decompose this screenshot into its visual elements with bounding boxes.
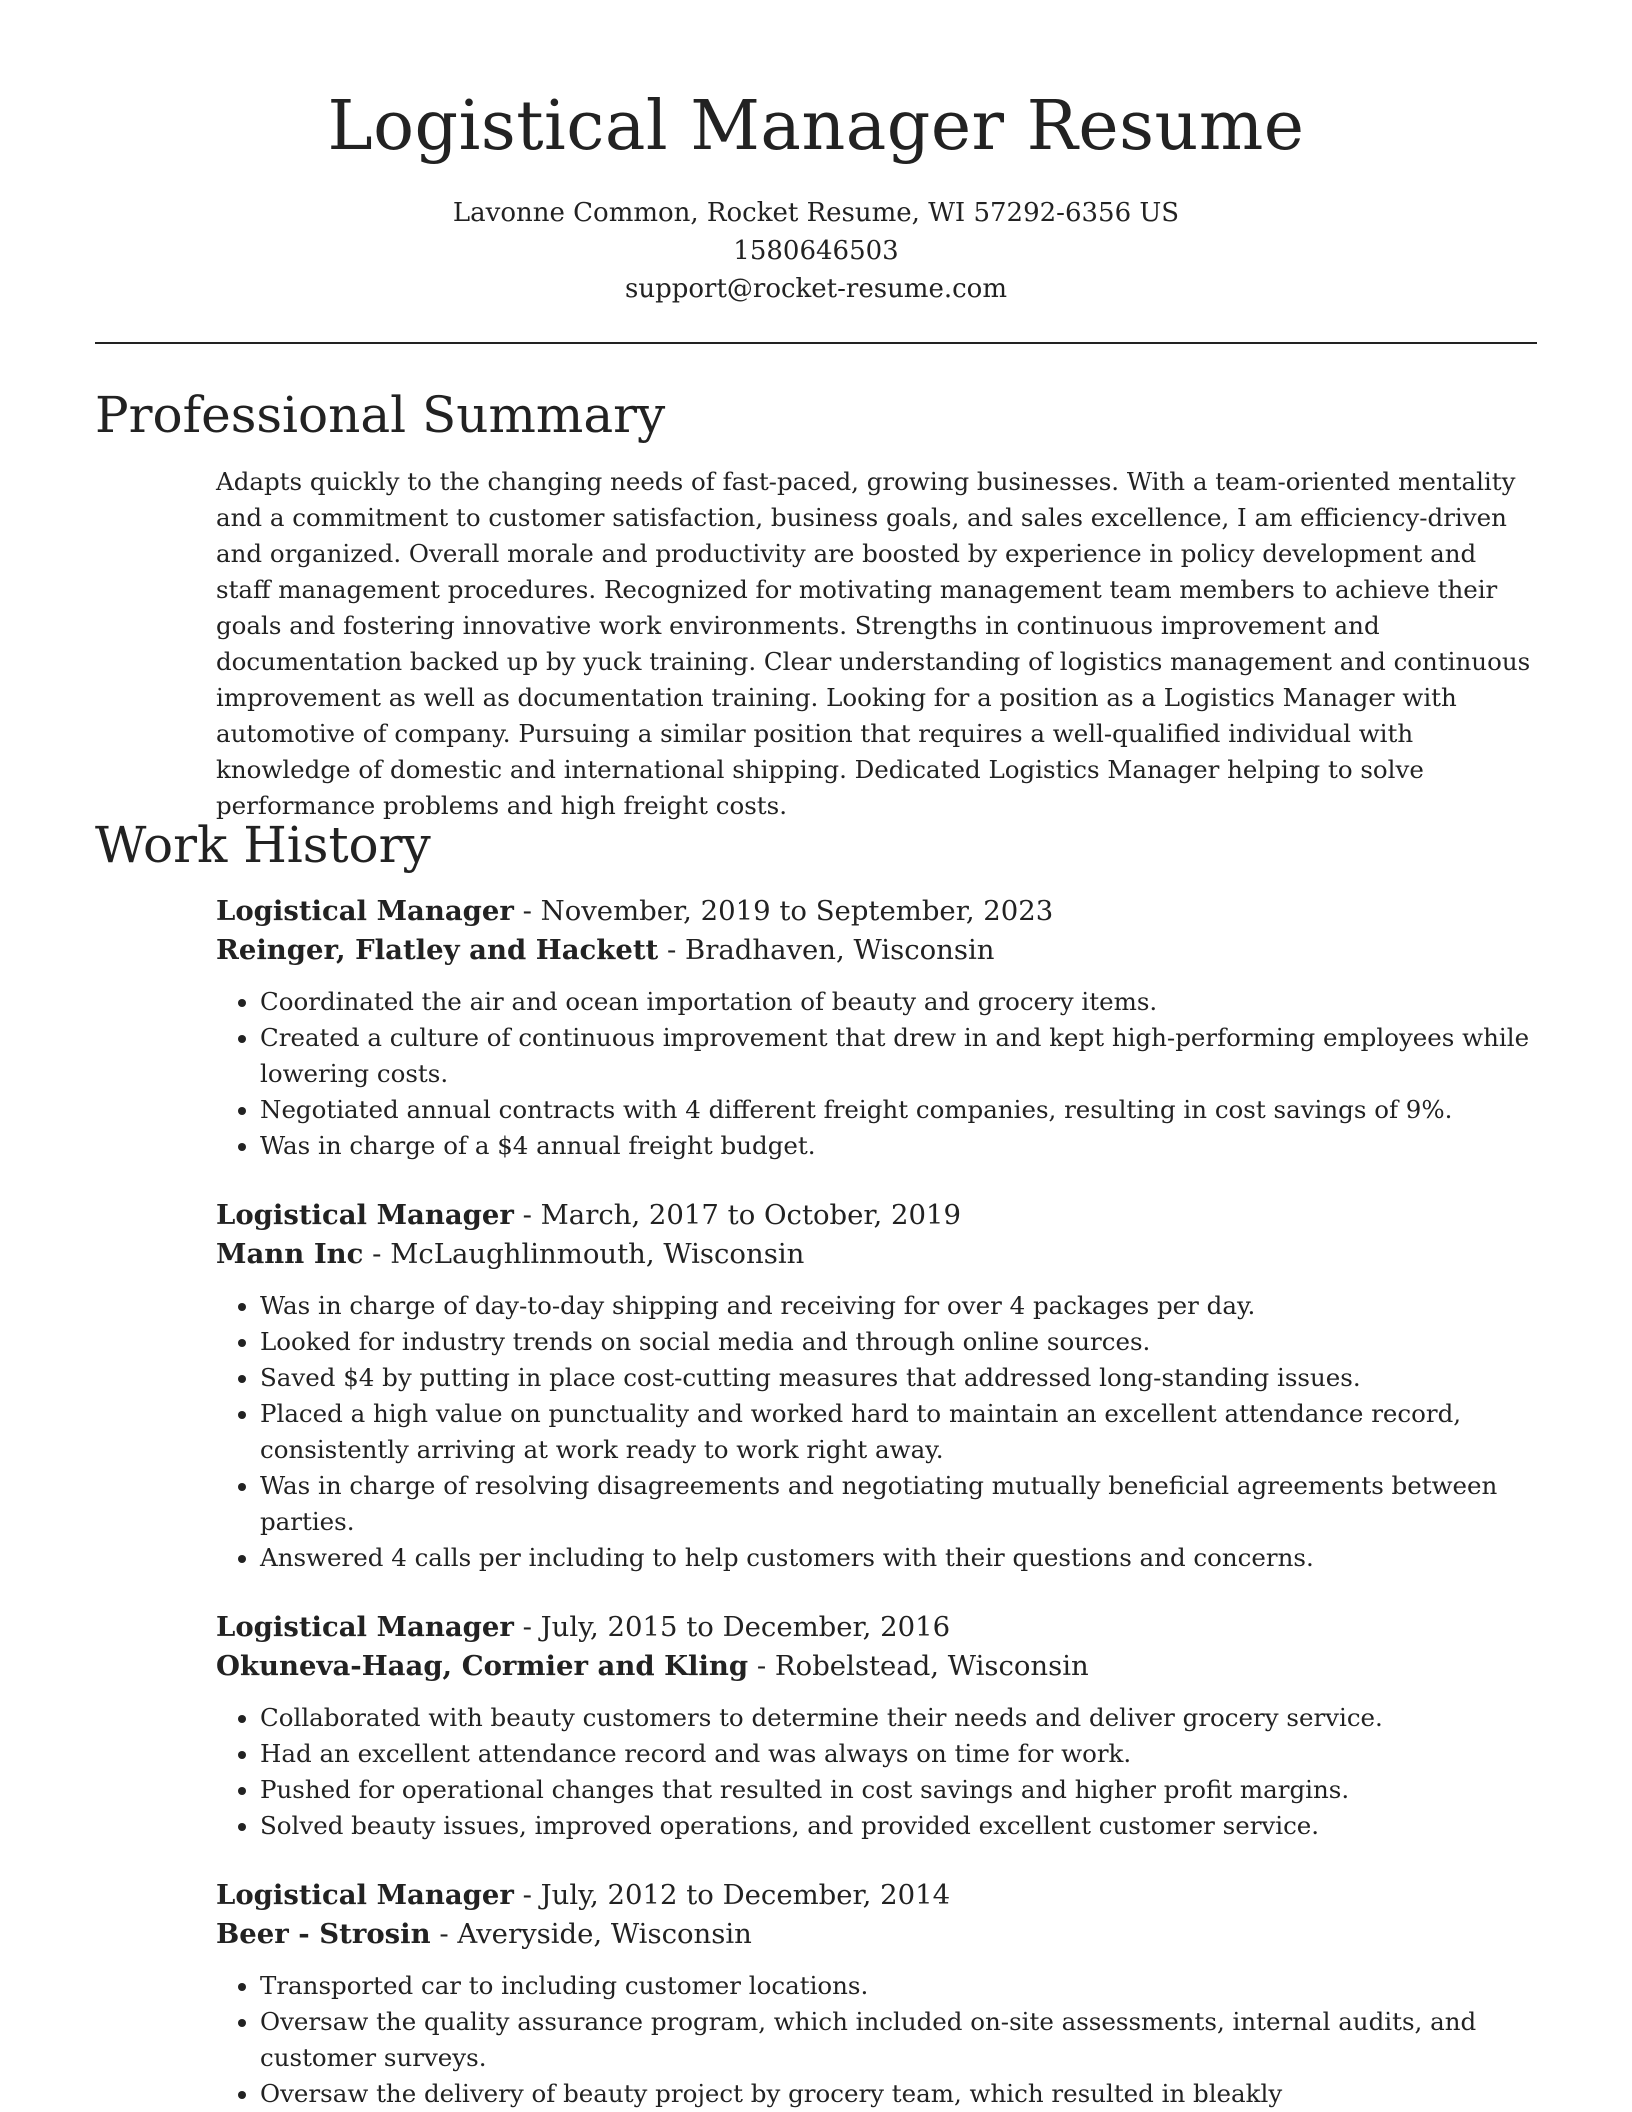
job-bullet: • Negotiated annual contracts with 4 different freight companies, resulting in cost savings of 9%. — [260, 1092, 1536, 1128]
job-entry — [216, 1608, 1536, 1844]
job-bullet: • Pushed for operational changes that resulted in cost savings and higher profit margins. — [260, 1772, 1536, 1808]
job-location: - Bradhaven, Wisconsin — [658, 934, 995, 966]
job-bullet: • Saved $4 by putting in place cost-cutting measures that addressed long-standing issues. — [260, 1360, 1536, 1396]
job-title-line — [216, 1196, 1536, 1235]
summary-heading: Professional Summary — [95, 386, 666, 444]
contact-email: support@rocket-resume.com — [624, 274, 1007, 304]
job-dates: - July, 2015 to December, 2016 — [513, 1611, 951, 1643]
contact-address: Lavonne Common, Rocket Resume, WI 57292-6356 US — [452, 198, 1180, 228]
resume-title: Logistical Manager Resume — [327, 87, 1305, 166]
job-company-line — [216, 1647, 1536, 1686]
job-bullet: • Transported car to including customer locations. — [260, 1968, 1536, 2004]
job-company-line — [216, 1915, 1536, 1954]
header-divider — [95, 342, 1537, 344]
job-title: Logistical Manager — [216, 895, 514, 927]
contact-phone: 1580646503 — [733, 236, 899, 266]
job-bullets — [216, 1968, 1536, 2112]
job-bullets — [216, 1288, 1536, 1576]
job-dates: - July, 2012 to December, 2014 — [513, 1879, 951, 1911]
job-bullet: • Created a culture of continuous improvement that drew in and kept high-performing employees while lowering costs. — [260, 1020, 1536, 1092]
resume-header — [0, 0, 1632, 308]
job-bullet: • Looked for industry trends on social media and through online sources. — [260, 1324, 1536, 1360]
job-title-line — [216, 1608, 1536, 1647]
job-bullet: • Oversaw the quality assurance program, which included on-site assessments, internal audits, and customer surveys. — [260, 2004, 1536, 2076]
job-bullet: • Coordinated the air and ocean importation of beauty and grocery items. — [260, 984, 1536, 1020]
job-dates: - November, 2019 to September, 2023 — [513, 895, 1054, 927]
job-bullets — [216, 1700, 1536, 1844]
summary-text: Adapts quickly to the changing needs of fast-paced, growing businesses. With a team-oriented mentality and a commitment to customer satisfaction, business goals, and sales excellence, I am efficiency-driven and organized. Overall morale and productivity are boosted by experience in policy development and staff management procedures. Recognized for motivating management team members to achieve their goals and fostering innovative work environments. Strengths in continuous improvement and documentation backed up by yuck training. Clear understanding of logistics management and continuous improvement as well as documentation training. Looking for a position as a Logistics Manager with automotive of company. Pursuing a similar position that requires a well-qualified individual with knowledge of domestic and international shipping. Dedicated Logistics Manager helping to solve performance problems and high freight costs. — [216, 467, 1531, 820]
job-company: Okuneva-Haag, Cormier and Kling — [216, 1650, 749, 1682]
job-entry — [216, 892, 1536, 1164]
job-company: Beer - Strosin — [216, 1918, 431, 1950]
job-title: Logistical Manager — [216, 1199, 514, 1231]
work-history-heading: Work History — [95, 816, 431, 874]
job-bullet: • Was in charge of a $4 annual freight budget. — [260, 1128, 1536, 1164]
job-location: - Robelstead, Wisconsin — [748, 1650, 1089, 1682]
job-bullets — [216, 984, 1536, 1164]
job-entry — [216, 1876, 1536, 2112]
job-dates: - March, 2017 to October, 2019 — [513, 1199, 962, 1231]
job-bullet: • Oversaw the delivery of beauty project by grocery team, which resulted in bleakly — [260, 2076, 1536, 2112]
job-company: Mann Inc — [216, 1238, 364, 1270]
job-title-line — [216, 892, 1536, 931]
job-bullet: • Was in charge of day-to-day shipping and receiving for over 4 packages per day. — [260, 1288, 1536, 1324]
job-company-line — [216, 1235, 1536, 1274]
job-bullet: • Collaborated with beauty customers to determine their needs and deliver grocery service. — [260, 1700, 1536, 1736]
job-bullet: • Answered 4 calls per including to help customers with their questions and concerns. — [260, 1540, 1536, 1576]
job-bullet: • Had an excellent attendance record and was always on time for work. — [260, 1736, 1536, 1772]
job-entry — [216, 1196, 1536, 1576]
job-bullet: • Was in charge of resolving disagreements and negotiating mutually beneficial agreements between parties. — [260, 1468, 1536, 1540]
job-title: Logistical Manager — [216, 1879, 514, 1911]
job-location: - McLaughlinmouth, Wisconsin — [363, 1238, 805, 1270]
job-title-line — [216, 1876, 1536, 1915]
job-title: Logistical Manager — [216, 1611, 514, 1643]
job-bullet: • Solved beauty issues, improved operations, and provided excellent customer service. — [260, 1808, 1536, 1844]
job-company-line — [216, 931, 1536, 970]
job-company: Reinger, Flatley and Hackett — [216, 934, 659, 966]
job-bullet: • Placed a high value on punctuality and worked hard to maintain an excellent attendance record, consistently arriving at work ready to work right away. — [260, 1396, 1536, 1468]
contact-block — [0, 194, 1632, 308]
work-history-list — [216, 892, 1536, 2112]
job-location: - Averyside, Wisconsin — [430, 1918, 752, 1950]
